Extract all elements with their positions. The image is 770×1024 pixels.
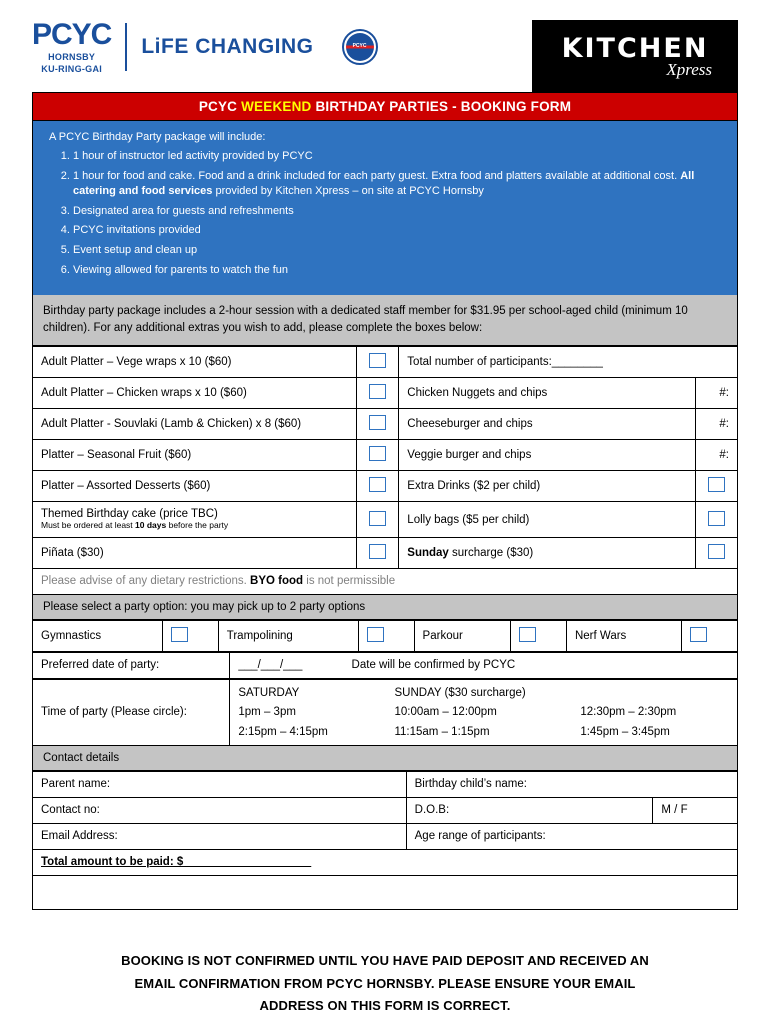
extra-right-checkbox-cell[interactable]: [696, 537, 738, 568]
pcyc-logo-group: [32, 20, 378, 74]
package-item: 1. 1 hour of instructor led activity provided by PCYC: [73, 149, 727, 164]
saturday-time-2[interactable]: 2:15pm – 4:15pm: [238, 725, 328, 738]
extra-right-label: Chicken Nuggets and chips: [399, 378, 696, 409]
extra-right-checkbox-cell[interactable]: [696, 502, 738, 537]
option-label-nerf-wars: Nerf Wars: [566, 620, 681, 651]
dietary-bold: BYO food: [250, 575, 304, 588]
kitchen-xpress-logo: [532, 20, 738, 92]
party-options-table: [32, 620, 738, 652]
extras-table: [32, 346, 738, 594]
checkbox-parkour[interactable]: [519, 627, 536, 642]
extra-right-label-sunday: Sunday surcharge ($30): [399, 537, 696, 568]
table-row: [33, 347, 738, 378]
total-amount-field[interactable]: [33, 849, 738, 875]
footer-line-3: ADDRESS ON THIS FORM IS CORRECT.: [259, 998, 511, 1014]
xpress-wordmark: Xpress: [666, 59, 712, 79]
checkbox-extra-drinks[interactable]: [708, 477, 725, 492]
pcyc-badge-icon: [342, 29, 378, 65]
extra-left-label: Platter – Assorted Desserts ($60): [33, 471, 357, 502]
field-contact-no[interactable]: Contact no:: [33, 797, 407, 823]
option-label-trampolining: Trampolining: [218, 620, 358, 651]
table-row: [33, 537, 738, 568]
sunday-time-3[interactable]: 12:30pm – 2:30pm: [580, 706, 677, 719]
pcyc-logo: [32, 20, 111, 74]
extra-right-label: Lolly bags ($5 per child): [399, 502, 696, 537]
dietary-post: is not permissible: [303, 575, 396, 588]
divider: [125, 23, 127, 71]
field-gender[interactable]: M / F: [653, 797, 738, 823]
preferred-date-label: Preferred date of party:: [33, 652, 230, 678]
footer-line-1: BOOKING IS NOT CONFIRMED UNTIL YOU HAVE PAID DEPOSIT AND RECEIVED AN: [121, 952, 649, 968]
checkbox-sunday-surcharge[interactable]: [708, 544, 725, 559]
option-checkbox-cell[interactable]: [358, 620, 414, 651]
package-inclusions: [32, 121, 738, 295]
item2-text-b: provided by Kitchen Xpress – on site at PCYC Hornsby: [212, 184, 484, 197]
preferred-date-table: [32, 652, 738, 679]
hash-veggie-burger[interactable]: #:: [696, 440, 738, 471]
field-dob[interactable]: D.O.B:: [406, 797, 653, 823]
extra-left-checkbox-cell[interactable]: [357, 502, 399, 537]
checkbox-seasonal-fruit[interactable]: [369, 446, 386, 461]
field-child-name[interactable]: Birthday child’s name:: [406, 771, 737, 797]
footer-line-2: EMAIL CONFIRMATION FROM PCYC HORNSBY. PLEASE ENSURE YOUR EMAIL: [134, 975, 636, 991]
extra-left-label-cake: [33, 502, 357, 537]
hash-chicken-nuggets[interactable]: #:: [696, 378, 738, 409]
checkbox-trampolining[interactable]: [367, 627, 384, 642]
option-checkbox-cell[interactable]: [682, 620, 738, 651]
package-item: 5. Event setup and clean up: [73, 243, 727, 258]
cake-note-c: before the party: [166, 520, 229, 531]
cake-note-a: Must be ordered at least: [41, 520, 136, 531]
tagline: LiFE CHANGING: [141, 35, 314, 58]
sunday-time-1[interactable]: 10:00am – 12:00pm: [394, 706, 497, 719]
checkbox-vege-wraps[interactable]: [369, 353, 386, 368]
saturday-heading: SATURDAY: [238, 686, 300, 699]
field-email[interactable]: Email Address:: [33, 823, 407, 849]
time-of-party-options[interactable]: [230, 679, 738, 745]
sunday-time-4[interactable]: 1:45pm – 3:45pm: [580, 725, 670, 738]
contact-details-table: [32, 771, 738, 876]
title-highlight: WEEKEND: [241, 99, 312, 114]
package-item: 3. Designated area for guests and refreshments: [73, 204, 727, 219]
item2-text-a: 1 hour for food and cake. Food and a drink included for each party guest. Extra food and platters available at additional cost.: [73, 169, 681, 182]
option-label-parkour: Parkour: [414, 620, 510, 651]
field-parent-name[interactable]: Parent name:: [33, 771, 407, 797]
price-note: Birthday party package includes a 2-hour session with a dedicated staff member for $31.95 per school-aged child (minimum 10 children). For any additional extras you wish to add, please complete the boxes below:: [32, 295, 738, 347]
extra-right-label: Veggie burger and chips: [399, 440, 696, 471]
extra-left-label: Adult Platter – Vege wraps x 10 ($60): [33, 347, 357, 378]
sunday-bold: Sunday: [407, 546, 449, 559]
title-part1: PCYC: [198, 99, 242, 114]
sunday-time-2[interactable]: 11:15am – 1:15pm: [394, 725, 490, 738]
time-of-party-table: [32, 679, 738, 746]
extra-left-checkbox-cell[interactable]: [357, 378, 399, 409]
table-row: [33, 502, 738, 537]
cake-note: [41, 521, 348, 530]
extra-left-checkbox-cell[interactable]: [357, 347, 399, 378]
extra-left-label: Piñata ($30): [33, 537, 357, 568]
cake-label: Themed Birthday cake (price TBC): [41, 508, 218, 521]
page-header: [32, 14, 738, 92]
cake-note-bold: 10 days: [135, 520, 167, 531]
saturday-time-1[interactable]: 1pm – 3pm: [238, 706, 296, 719]
pcyc-branch-line2: KU-RING-GAI: [41, 64, 103, 74]
checkbox-nerf-wars[interactable]: [690, 627, 707, 642]
table-row: [33, 849, 738, 875]
title-part2: BIRTHDAY PARTIES - BOOKING FORM: [311, 99, 572, 114]
checkbox-birthday-cake[interactable]: [369, 511, 386, 526]
table-row: [33, 823, 738, 849]
time-of-party-label: Time of party (Please circle):: [33, 679, 230, 745]
extra-right-label: Extra Drinks ($2 per child): [399, 471, 696, 502]
checkbox-pinata[interactable]: [369, 544, 386, 559]
extra-left-label: Platter – Seasonal Fruit ($60): [33, 440, 357, 471]
package-item: [73, 169, 727, 199]
extra-left-checkbox-cell[interactable]: [357, 471, 399, 502]
option-label-gymnastics: Gymnastics: [33, 620, 163, 651]
time-grid: [238, 686, 729, 739]
total-amount-label[interactable]: Total amount to be paid: $____________________: [41, 856, 312, 869]
sunday-heading: SUNDAY ($30 surcharge): [394, 686, 526, 699]
package-list: [47, 149, 727, 278]
checkbox-chicken-wraps[interactable]: [369, 384, 386, 399]
option-checkbox-cell[interactable]: [510, 620, 566, 651]
field-age-range[interactable]: Age range of participants:: [406, 823, 737, 849]
extra-right-label: Total number of participants:________: [399, 347, 738, 378]
pcyc-wordmark: PCYC: [32, 18, 112, 51]
package-item: 6. Viewing allowed for parents to watch the fun: [73, 263, 727, 278]
option-checkbox-cell[interactable]: [162, 620, 218, 651]
extra-left-label: Adult Platter - Souvlaki (Lamb & Chicken) x 8 ($60): [33, 409, 357, 440]
preferred-date-input[interactable]: ___/___/___: [238, 659, 303, 672]
footer-note: [32, 950, 738, 1018]
table-row: [33, 409, 738, 440]
extra-left-checkbox-cell[interactable]: [357, 440, 399, 471]
blank-strip: [32, 876, 738, 910]
checkbox-souvlaki[interactable]: [369, 415, 386, 430]
table-row: [33, 620, 738, 651]
extra-right-checkbox-cell[interactable]: [696, 471, 738, 502]
checkbox-lolly-bags[interactable]: [708, 511, 725, 526]
extra-right-label: Cheeseburger and chips: [399, 409, 696, 440]
extra-left-label: Adult Platter – Chicken wraps x 10 ($60): [33, 378, 357, 409]
table-row: [33, 679, 738, 745]
checkbox-gymnastics[interactable]: [171, 627, 188, 642]
extra-left-checkbox-cell[interactable]: [357, 537, 399, 568]
table-row: [33, 652, 738, 678]
table-row: [33, 797, 738, 823]
table-row: [33, 378, 738, 409]
table-row: [33, 771, 738, 797]
pcyc-badge-inner: PCYC: [346, 33, 374, 61]
preferred-date-value-cell[interactable]: [230, 652, 738, 678]
package-item: 4. PCYC invitations provided: [73, 223, 727, 238]
pcyc-branch-line1: HORNSBY: [48, 52, 96, 62]
table-row: [33, 471, 738, 502]
package-intro: A PCYC Birthday Party package will include:: [49, 131, 266, 143]
table-row: [33, 568, 738, 594]
sunday-heading-spacer: [580, 686, 729, 700]
contact-details-heading: Contact details: [32, 746, 738, 771]
item2-bold: All catering and food services: [73, 169, 695, 197]
kitchen-wordmark: KITCHEN: [561, 32, 709, 64]
preferred-date-note: Date will be confirmed by PCYC: [351, 659, 516, 672]
form-title-bar: [32, 92, 738, 121]
checkbox-assorted-desserts[interactable]: [369, 477, 386, 492]
dietary-pre: Please advise of any dietary restrictions.: [41, 575, 251, 588]
table-row: [33, 440, 738, 471]
party-options-heading: Please select a party option: you may pick up to 2 party options: [32, 595, 738, 620]
extra-left-checkbox-cell[interactable]: [357, 409, 399, 440]
dietary-note: [33, 568, 738, 594]
hash-cheeseburger[interactable]: #:: [696, 409, 738, 440]
